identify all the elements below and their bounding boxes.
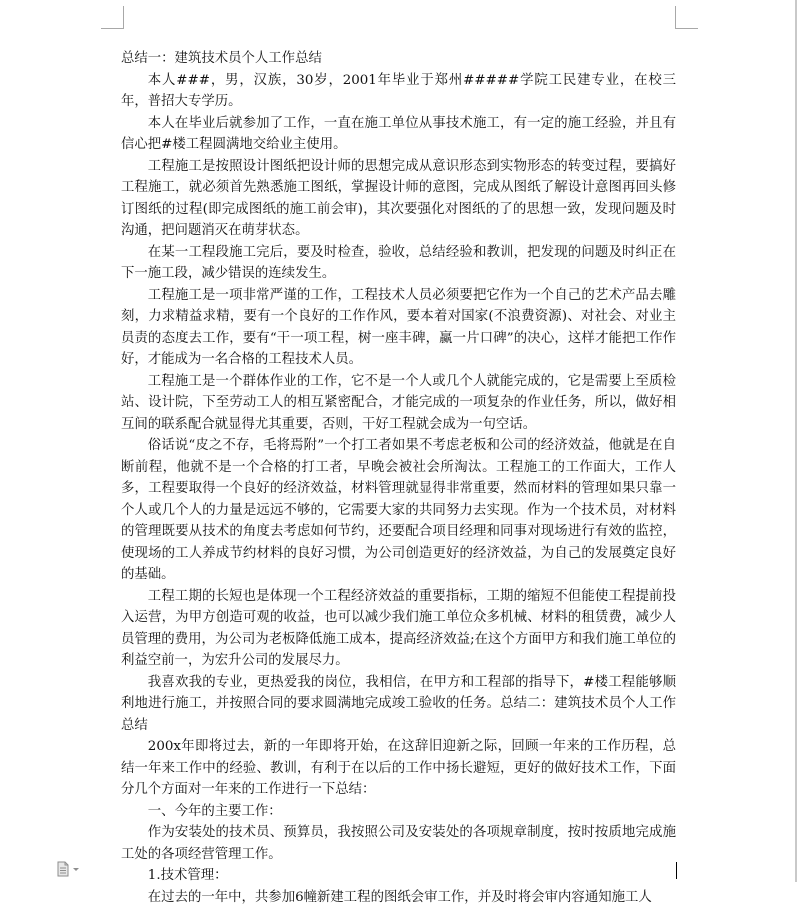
paragraph-13: 1.技术管理：: [121, 865, 676, 887]
paragraph-11: 一、今年的主要工作：: [121, 801, 676, 823]
paragraph-7: 俗话说“皮之不存，毛将焉附”一个打工者如果不考虑老板和公司的经济效益，他就是在自断前程，他就不是一个合格的打工者，早晚会被社会所淘汰。工程施工的工作面大，工作人多，工程要取得一个良好的经济效益，材料管理就显得非常重要，然而材料的管理如果只靠一个人或几个人的力量是远远不够的，它需要大家的共同努力去实现。作为一个技术员，对材料的管理既要从技术的角度去考虑如何节约，还要配合项目经理和同事对现场进行有效的监控，使现场的工人养成节约材料的良好习惯，为公司创造更好的经济效益，为自己的发展奠定良好的基础。: [121, 435, 676, 586]
document-icon[interactable]: [56, 861, 82, 877]
paragraph-8: 工程工期的长短也是体现一个工程经济效益的重要指标，工期的缩短不但能使工程提前投入运营，为甲方创造可观的收益，也可以减少我们施工单位众多机械、材料的租赁费，减少人员管理的费用，为公司为老板降低施工成本，提高经济效益;在这个方面甲方和我们施工单位的利益空前一，为宏升公司的发展尽力。: [121, 586, 676, 672]
document-body[interactable]: [121, 48, 676, 908]
paragraph-1: 本人###，男，汉族，30岁，2001年毕业于郑州#####学院工民建专业，在校三年，普招大专学历。: [121, 70, 676, 113]
paragraph-4: 在某一工程段施工完后，要及时检查，验收，总结经验和教训，把发现的问题及时纠正在下一施工段，减少错误的连续发生。: [121, 242, 676, 285]
text-cursor: [676, 862, 677, 879]
paragraph-3: 工程施工是按照设计图纸把设计师的思想完成从意识形态到实物形态的转变过程，要搞好工程施工，就必须首先熟悉施工图纸，掌握设计师的意图，完成从图纸了解设计意图再回头修订图纸的过程(即完成图纸的施工前会审)，其次要强化对图纸的了的思想一致，发现问题及时沟通，把问题消灭在萌芽状态。: [121, 156, 676, 242]
paragraph-2: 本人在毕业后就参加了工作，一直在施工单位从事技术施工，有一定的施工经验，并且有信心把#楼工程圆满地交给业主使用。: [121, 113, 676, 156]
paragraph-10: 200x年即将过去，新的一年即将开始，在这辞旧迎新之际，回顾一年来的工作历程，总结一年来工作中的经验、教训，有利于在以后的工作中扬长避短，更好的做好技术工作，下面分几个方面对一年来的工作进行一下总结：: [121, 736, 676, 801]
paragraph-0: 总结一：建筑技术员个人工作总结: [121, 48, 676, 70]
page-corner-mark-top-right: [675, 6, 698, 29]
paragraph-6: 工程施工是一个群体作业的工作，它不是一个人或几个人就能完成的，它是需要上至质检站、设计院，下至劳动工人的相互紧密配合，才能完成的一项复杂的作业任务，所以，做好相互间的联系配合就显得尤其重要，否则，干好工程就会成为一句空话。: [121, 371, 676, 436]
paragraph-12: 作为安装处的技术员、预算员，我按照公司及安装处的各项规章制度，按时按质地完成施工处的各项经营管理工作。: [121, 822, 676, 865]
paragraph-9: 我喜欢我的专业，更热爱我的岗位，我相信，在甲方和工程部的指导下，#楼工程能够顺利地进行施工，并按照合同的要求圆满地完成竣工验收的任务。总结二：建筑技术员个人工作总结: [121, 672, 676, 737]
paragraph-5: 工程施工是一项非常严谨的工作，工程技术人员必须要把它作为一个自己的艺术产品去雕刻，力求精益求精，要有一个良好的工作作风，要本着对国家(不浪费资源)、对社会、对业主员责的态度去工作，要有“干一项工程，树一座丰碑，赢一片口碑”的决心，这样才能把工作作好，才能成为一名合格的工程技术人员。: [121, 285, 676, 371]
page-corner-mark-top-left: [101, 6, 124, 29]
paragraph-14: 在过去的一年中，共参加6幢新建工程的图纸会审工作，并及时将会审内容通知施工人: [121, 887, 676, 908]
